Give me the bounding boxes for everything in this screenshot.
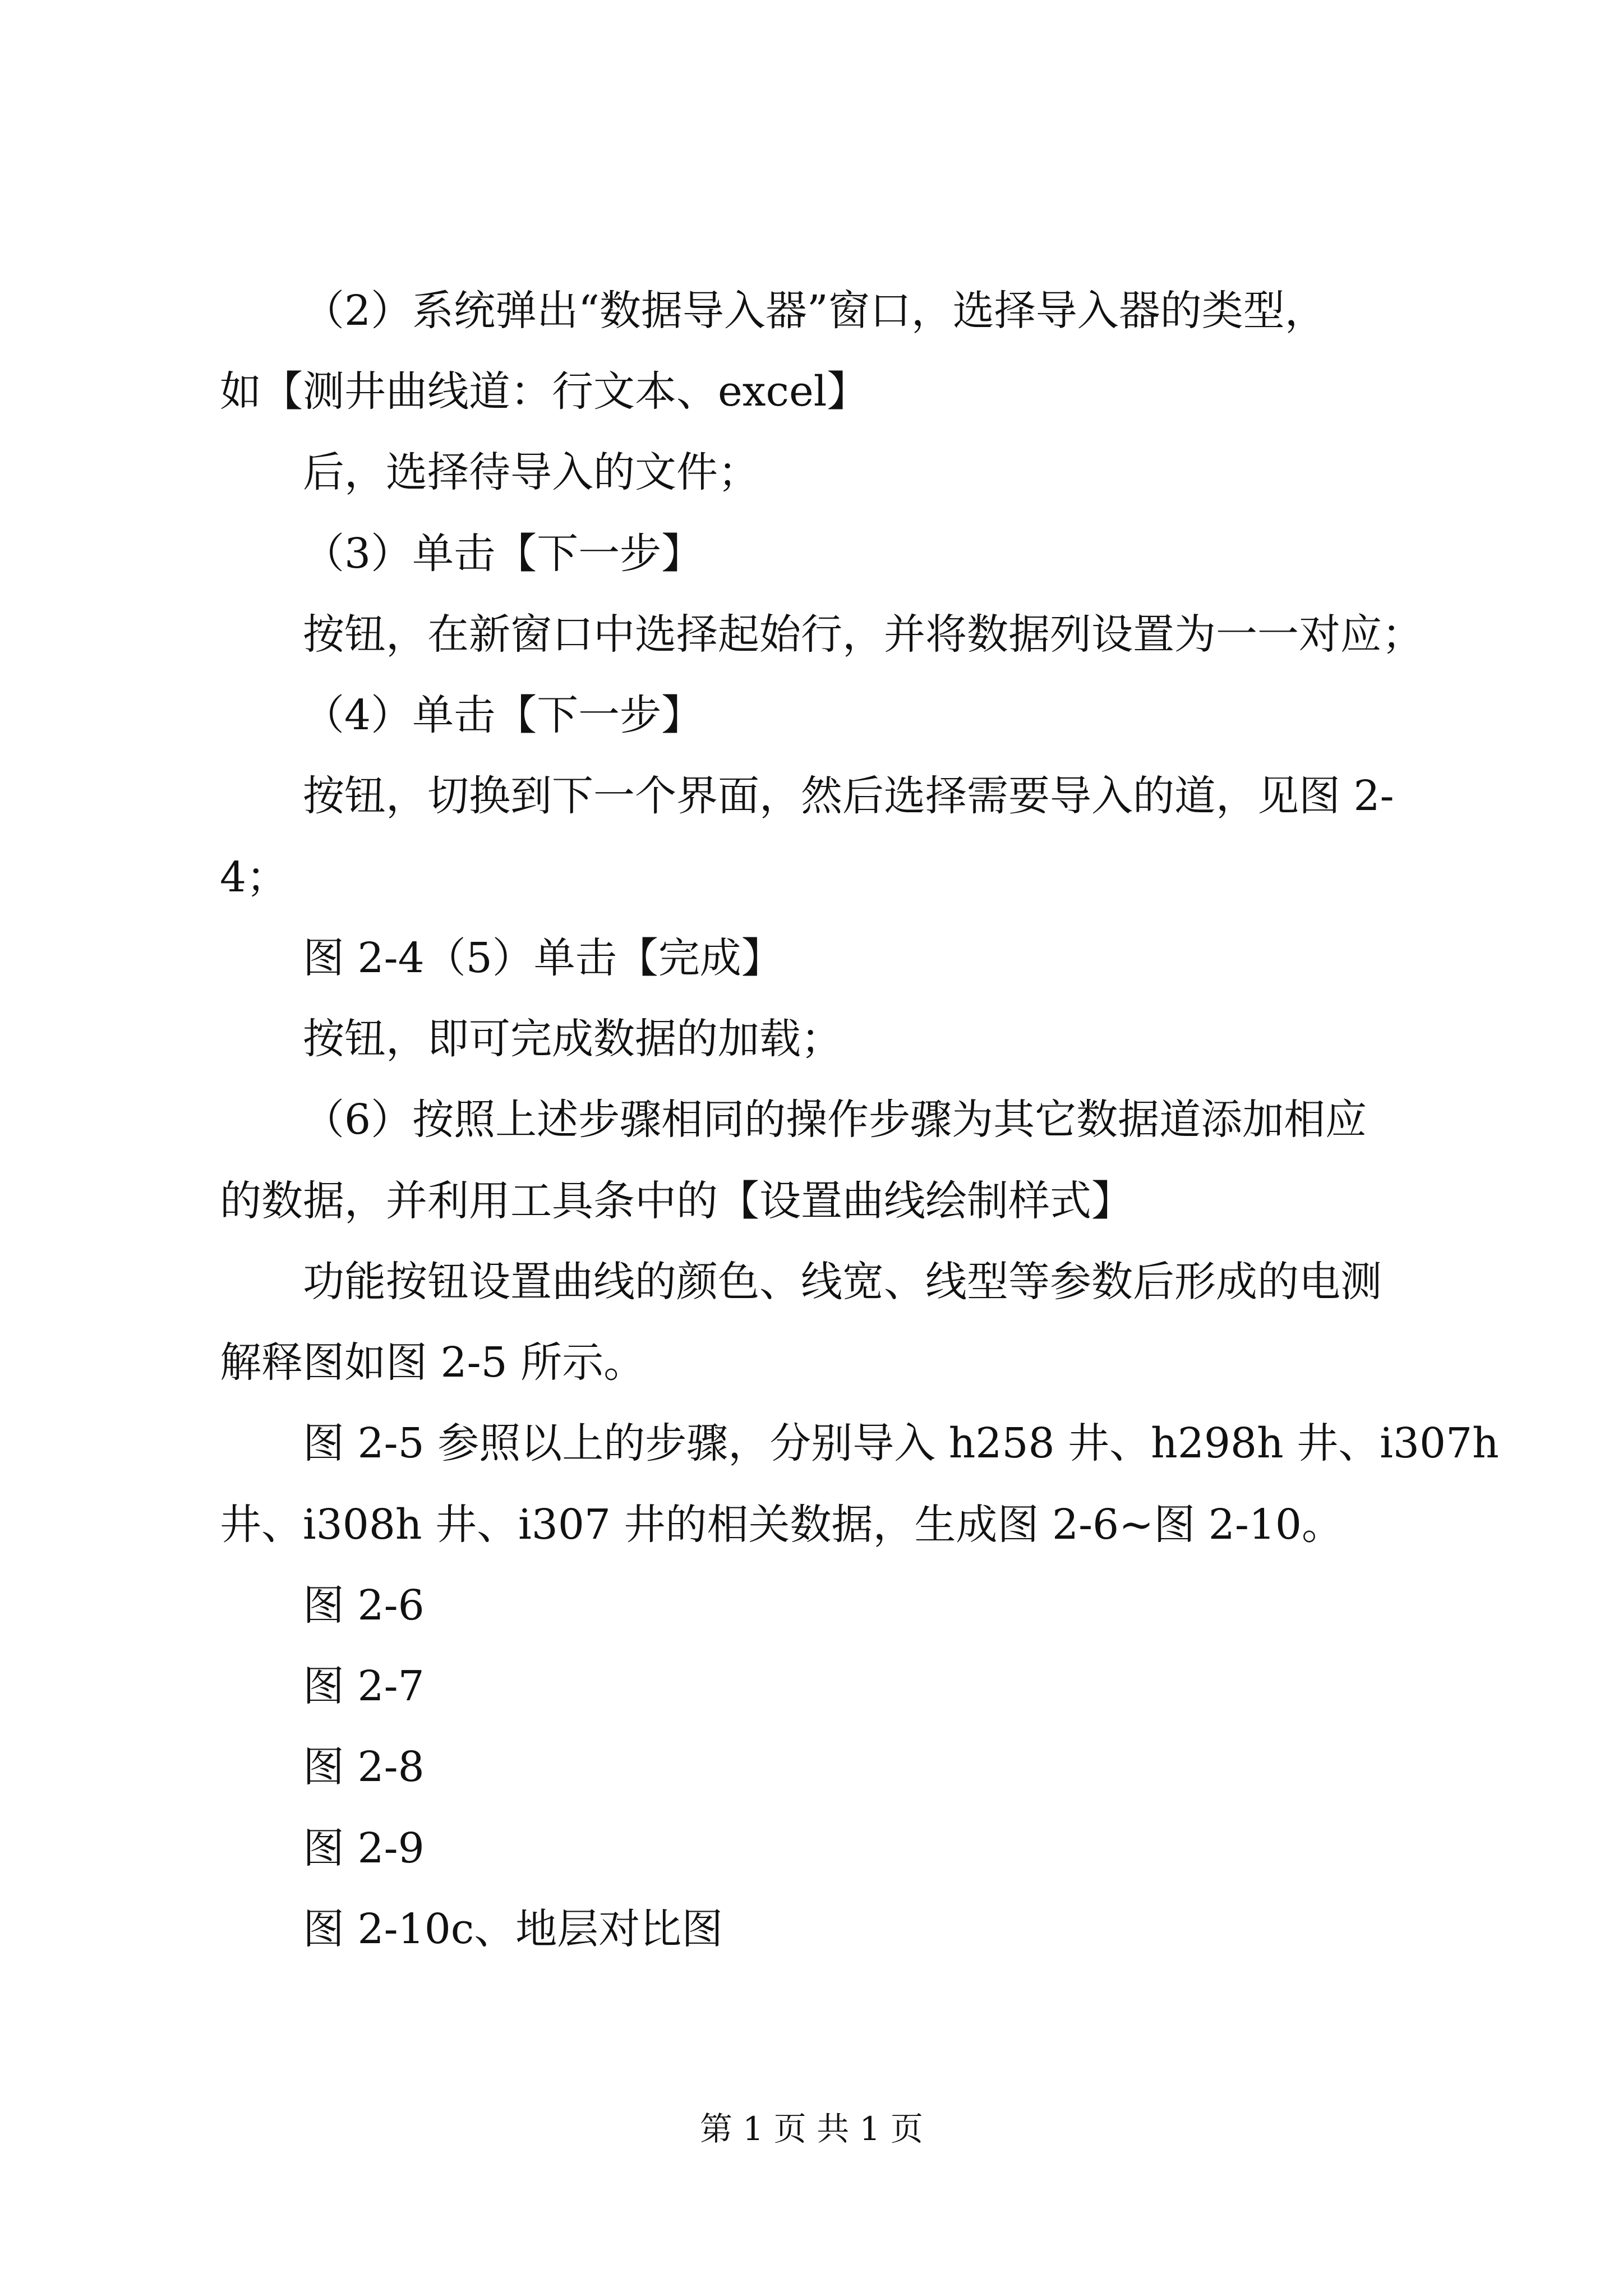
text-line-6: （4）单击【下一步】 [303,691,703,739]
text-line-7: 按钮，切换到下一个界面，然后选择需要导入的道，见图 2- [303,772,1394,820]
text-line-18: 图 2-7 [303,1662,425,1710]
text-line-21: 图 2-10c、地层对比图 [303,1905,723,1953]
text-line-14: 解释图如图 2-5 所示。 [220,1338,645,1387]
text-line-13: 功能按钮设置曲线的颜色、线宽、线型等参数后形成的电测 [303,1258,1382,1306]
text-line-20: 图 2-9 [303,1824,425,1872]
text-line-3: 后，选择待导入的文件； [303,448,759,496]
text-line-9: 图 2-4（5）单击【完成】 [303,934,783,982]
text-line-16: 井、i308h 井、i307 井的相关数据，生成图 2-6~图 2-10。 [220,1501,1343,1549]
text-line-4: （3）单击【下一步】 [303,530,703,578]
text-line-10: 按钮，即可完成数据的加载； [303,1015,842,1063]
text-line-8: 4； [220,853,288,901]
text-line-17: 图 2-6 [303,1581,425,1630]
page-footer: 第 1 页 共 1 页 [700,2110,923,2148]
text-line-5: 按钮，在新窗口中选择起始行，并将数据列设置为一一对应； [303,610,1423,659]
text-line-11: （6）按照上述步骤相同的操作步骤为其它数据道添加相应 [303,1096,1367,1144]
text-line-19: 图 2-8 [303,1743,425,1791]
text-line-15: 图 2-5 参照以上的步骤，分别导入 h258 井、h298h 井、i307h [303,1419,1499,1467]
text-line-12: 的数据，并利用工具条中的【设置曲线绘制样式】 [220,1177,1133,1225]
text-line-1: （2）系统弹出“数据导入器”窗口，选择导入器的类型， [303,287,1326,335]
text-line-2: 如【测井曲线道：行文本、excel】 [220,367,869,416]
